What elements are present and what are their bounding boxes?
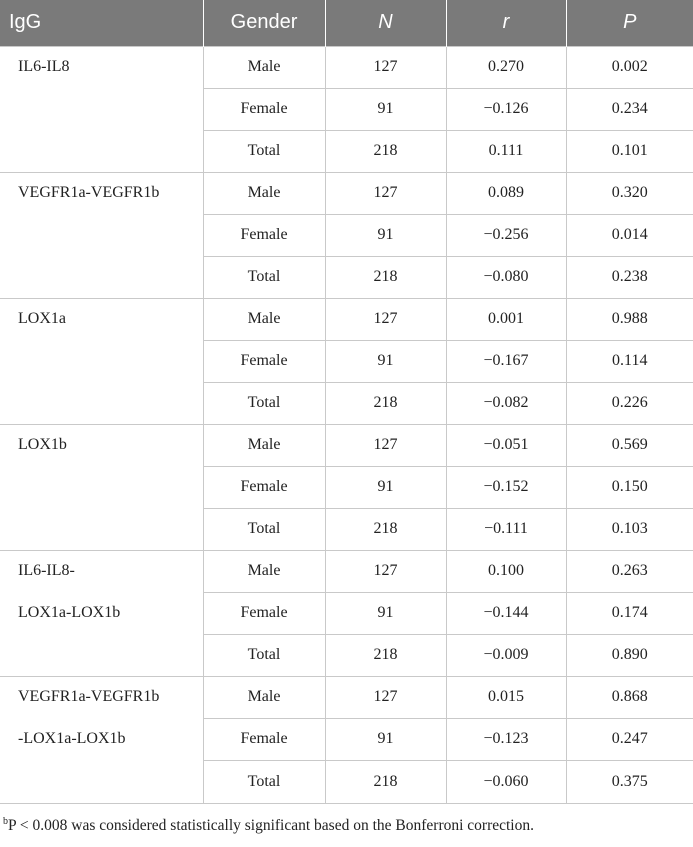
p-cell: 0.375 — [566, 760, 693, 803]
p-cell: 0.320 — [566, 172, 693, 214]
igg-group-cell — [0, 424, 203, 550]
igg-label: IL6-IL8 — [18, 57, 70, 75]
n-cell: 127 — [325, 298, 446, 340]
gender-cell: Male — [203, 550, 325, 592]
igg-label: -LOX1a-LOX1b — [18, 729, 126, 747]
r-cell: 0.111 — [446, 130, 566, 172]
r-cell: −0.051 — [446, 424, 566, 466]
r-cell: 0.089 — [446, 172, 566, 214]
p-cell: 0.234 — [566, 88, 693, 130]
igg-label: VEGFR1a-VEGFR1b — [18, 687, 160, 705]
n-cell: 218 — [325, 760, 446, 803]
n-cell: 91 — [325, 214, 446, 256]
r-cell: −0.152 — [446, 466, 566, 508]
p-cell: 0.226 — [566, 382, 693, 424]
r-cell: −0.111 — [446, 508, 566, 550]
n-cell: 127 — [325, 46, 446, 88]
table-row — [0, 424, 693, 466]
igg-group-cell — [0, 550, 203, 676]
footnote-marker: b — [3, 816, 8, 827]
igg-label: LOX1a — [18, 309, 66, 327]
gender-cell: Female — [203, 214, 325, 256]
gender-cell: Total — [203, 634, 325, 676]
n-cell: 218 — [325, 508, 446, 550]
table-row — [0, 172, 693, 214]
gender-cell: Female — [203, 718, 325, 760]
p-cell: 0.263 — [566, 550, 693, 592]
r-cell: −0.082 — [446, 382, 566, 424]
p-cell: 0.890 — [566, 634, 693, 676]
p-cell: 0.247 — [566, 718, 693, 760]
n-cell: 218 — [325, 130, 446, 172]
gender-cell: Total — [203, 760, 325, 803]
footnote-text: P < 0.008 was considered statistically significant based on the Bonferroni correction. — [8, 817, 534, 834]
header-row — [0, 0, 693, 46]
gender-cell: Male — [203, 676, 325, 718]
r-cell: −0.167 — [446, 340, 566, 382]
r-cell: −0.080 — [446, 256, 566, 298]
p-cell: 0.174 — [566, 592, 693, 634]
header-gender: Gender — [203, 0, 325, 46]
igg-group-cell — [0, 46, 203, 172]
gender-cell: Female — [203, 88, 325, 130]
p-cell: 0.988 — [566, 298, 693, 340]
igg-group-cell — [0, 676, 203, 803]
p-cell: 0.002 — [566, 46, 693, 88]
r-cell: 0.100 — [446, 550, 566, 592]
table-header — [0, 0, 693, 46]
p-cell: 0.150 — [566, 466, 693, 508]
footnote — [3, 816, 534, 835]
r-cell: −0.144 — [446, 592, 566, 634]
p-cell: 0.238 — [566, 256, 693, 298]
header-p: P — [566, 0, 693, 46]
n-cell: 127 — [325, 424, 446, 466]
r-cell: 0.015 — [446, 676, 566, 718]
n-cell: 127 — [325, 550, 446, 592]
gender-cell: Total — [203, 130, 325, 172]
n-cell: 218 — [325, 634, 446, 676]
gender-cell: Male — [203, 298, 325, 340]
table-body — [0, 46, 693, 803]
igg-label: IL6-IL8- — [18, 561, 75, 579]
igg-group-cell — [0, 172, 203, 298]
header-igg: IgG — [0, 0, 203, 46]
gender-cell: Female — [203, 340, 325, 382]
r-cell: −0.126 — [446, 88, 566, 130]
igg-label: VEGFR1a-VEGFR1b — [18, 183, 160, 201]
gender-cell: Female — [203, 466, 325, 508]
p-cell: 0.101 — [566, 130, 693, 172]
gender-cell: Total — [203, 382, 325, 424]
table-row — [0, 676, 693, 718]
header-n: N — [325, 0, 446, 46]
gender-cell: Female — [203, 592, 325, 634]
igg-label: LOX1b — [18, 435, 67, 453]
r-cell: −0.060 — [446, 760, 566, 803]
n-cell: 127 — [325, 676, 446, 718]
n-cell: 91 — [325, 592, 446, 634]
p-cell: 0.114 — [566, 340, 693, 382]
table-row — [0, 46, 693, 88]
p-cell: 0.103 — [566, 508, 693, 550]
n-cell: 218 — [325, 256, 446, 298]
igg-label: LOX1a-LOX1b — [18, 603, 121, 621]
p-cell: 0.014 — [566, 214, 693, 256]
igg-group-cell — [0, 298, 203, 424]
table-row — [0, 550, 693, 592]
gender-cell: Total — [203, 508, 325, 550]
gender-cell: Male — [203, 424, 325, 466]
n-cell: 91 — [325, 340, 446, 382]
gender-cell: Total — [203, 256, 325, 298]
n-cell: 91 — [325, 466, 446, 508]
n-cell: 91 — [325, 718, 446, 760]
p-cell: 0.569 — [566, 424, 693, 466]
n-cell: 91 — [325, 88, 446, 130]
r-cell: 0.001 — [446, 298, 566, 340]
p-cell: 0.868 — [566, 676, 693, 718]
n-cell: 127 — [325, 172, 446, 214]
gender-cell: Male — [203, 46, 325, 88]
table-row — [0, 298, 693, 340]
header-r: r — [446, 0, 566, 46]
r-cell: −0.009 — [446, 634, 566, 676]
r-cell: 0.270 — [446, 46, 566, 88]
n-cell: 218 — [325, 382, 446, 424]
r-cell: −0.256 — [446, 214, 566, 256]
gender-cell: Male — [203, 172, 325, 214]
r-cell: −0.123 — [446, 718, 566, 760]
